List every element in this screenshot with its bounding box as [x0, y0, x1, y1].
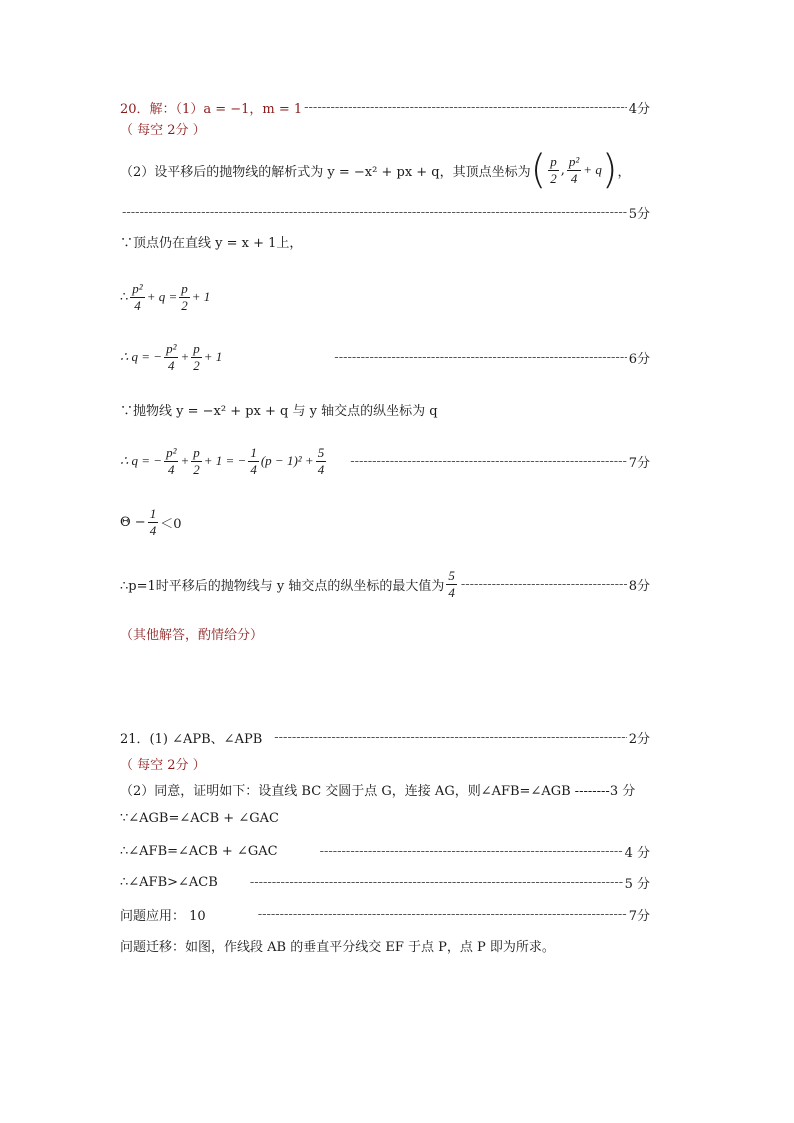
q20-line2: （2）设平移后的抛物线的解析式为 y = −x² + px + q，其顶点坐标为 ( $\frac{p}{2}$ , $\frac{\text{p²}}{4}$ + q ) ，: [120, 147, 631, 193]
fraction: $\frac{p}{2}$: [181, 280, 188, 313]
q21-line6-leader: [258, 907, 627, 922]
q20-line4: ∵顶点仍在直线 y = x + 1上，: [120, 236, 303, 251]
right-paren: ): [601, 147, 618, 193]
q21-line2: （2）同意，证明如下：设直线 BC 交圆于点 G，连接 AG，则∠AFB=∠AGB --------3 分: [120, 780, 650, 799]
q20-line3-leader: [122, 205, 627, 220]
fraction: $\frac{p}{2}$: [193, 444, 200, 477]
fraction: $\frac{5}{4}$: [317, 444, 325, 477]
q20-line3: ----- 5分: [120, 203, 650, 222]
q20-answer-1: 20．解：（1）a = −1，m = 1: [120, 102, 303, 117]
left-paren: (: [530, 147, 547, 193]
q20-line7: ∵抛物线 y = −x² + px + q 与 y 轴交点的纵坐标为 q: [120, 404, 438, 419]
q21-line5-text: ∴∠AFB>∠ACB: [120, 875, 218, 890]
fraction: $\frac{\text{p²}}{4}$: [166, 444, 177, 477]
q20-line2-text: （2）设平移后的抛物线的解析式为 y = −x² + px + q，其顶点坐标为: [120, 164, 531, 180]
q20-line6-leader: [334, 350, 626, 365]
q20-line1: [120, 98, 650, 117]
vertex-y-fraction: $\frac{\text{p²}}{4}$: [568, 153, 580, 186]
q20-line5: ∴ $\frac{\text{p²}}{4}$ + q = $\frac{p}{2}$ + 1: [120, 280, 211, 313]
fraction: $\frac{1}{4}$: [149, 505, 157, 538]
comma: ,: [560, 162, 565, 178]
q21-line4-leader: [320, 844, 623, 859]
q21-line5-leader: [250, 875, 623, 890]
q21-line4-text: ∴∠AFB=∠ACB + ∠GAC: [120, 844, 278, 859]
fraction: $\frac{\text{p²}}{4}$: [132, 280, 143, 313]
q20-line9: Θ − $\frac{1}{4}$ ＜0: [120, 505, 182, 538]
q21-line5: ∴∠AFB>∠ACB ----- 5 分: [120, 873, 650, 892]
q20-line1-leader: [304, 100, 627, 115]
q20-line1-score: 4分: [628, 102, 650, 117]
q20-note1: （ 每空 2分 ）: [120, 123, 206, 138]
q20-line8: ∴ q = − $\frac{\text{p²}}{4}$ + $\frac{p}{2}$ + 1 = − $\frac{1}{4}$ (p − 1)² + $\frac{5}{4}$ ----- 7分: [120, 444, 650, 478]
q21-line1: 21．(1) ∠APB、∠APB ----- 2分: [120, 728, 650, 747]
q20-note2: （其他解答，酌情给分）: [120, 628, 264, 643]
q21-line4: ∴∠AFB=∠ACB + ∠GAC ----- 4 分: [120, 842, 650, 861]
q21-line6: 问题应用： 10 ----- 7分: [120, 905, 650, 924]
fraction: $\frac{1}{4}$: [250, 444, 257, 477]
fraction: $\frac{5}{4}$: [448, 567, 455, 600]
q20-line6: ∴ q = − $\frac{\text{p²}}{4}$ + $\frac{p}{2}$ + 1 ----- 6分: [120, 340, 650, 374]
fraction: $\frac{p}{2}$: [193, 340, 200, 373]
q20-line10: ∴p=1时平移后的抛物线与 y 轴交点的纵坐标的最大值为 $\frac{5}{4}$ ----- 8分: [120, 567, 650, 601]
q21-line6-text: 问题应用： 10: [120, 909, 206, 924]
q20-line8-leader: [350, 454, 627, 469]
vertex-x-fraction: $\frac{p}{2}$: [550, 153, 557, 186]
q21-note1: （ 每空 2分 ）: [120, 758, 206, 773]
q21-answer-1: 21．(1) ∠APB、∠APB: [120, 732, 263, 747]
q21-line1-leader: [274, 730, 626, 745]
q21-line7: 问题迁移：如图，作线段 AB 的垂直平分线交 EF 于点 P，点 P 即为所求。: [120, 940, 555, 955]
q20-line10-leader: [461, 577, 627, 592]
q21-line2-text: （2）同意，证明如下：设直线 BC 交圆于点 G，连接 AG，则∠AFB=∠AGB: [120, 784, 571, 799]
q21-line3: ∵∠AGB=∠ACB + ∠GAC: [120, 811, 279, 826]
fraction: $\frac{\text{p²}}{4}$: [166, 340, 177, 373]
